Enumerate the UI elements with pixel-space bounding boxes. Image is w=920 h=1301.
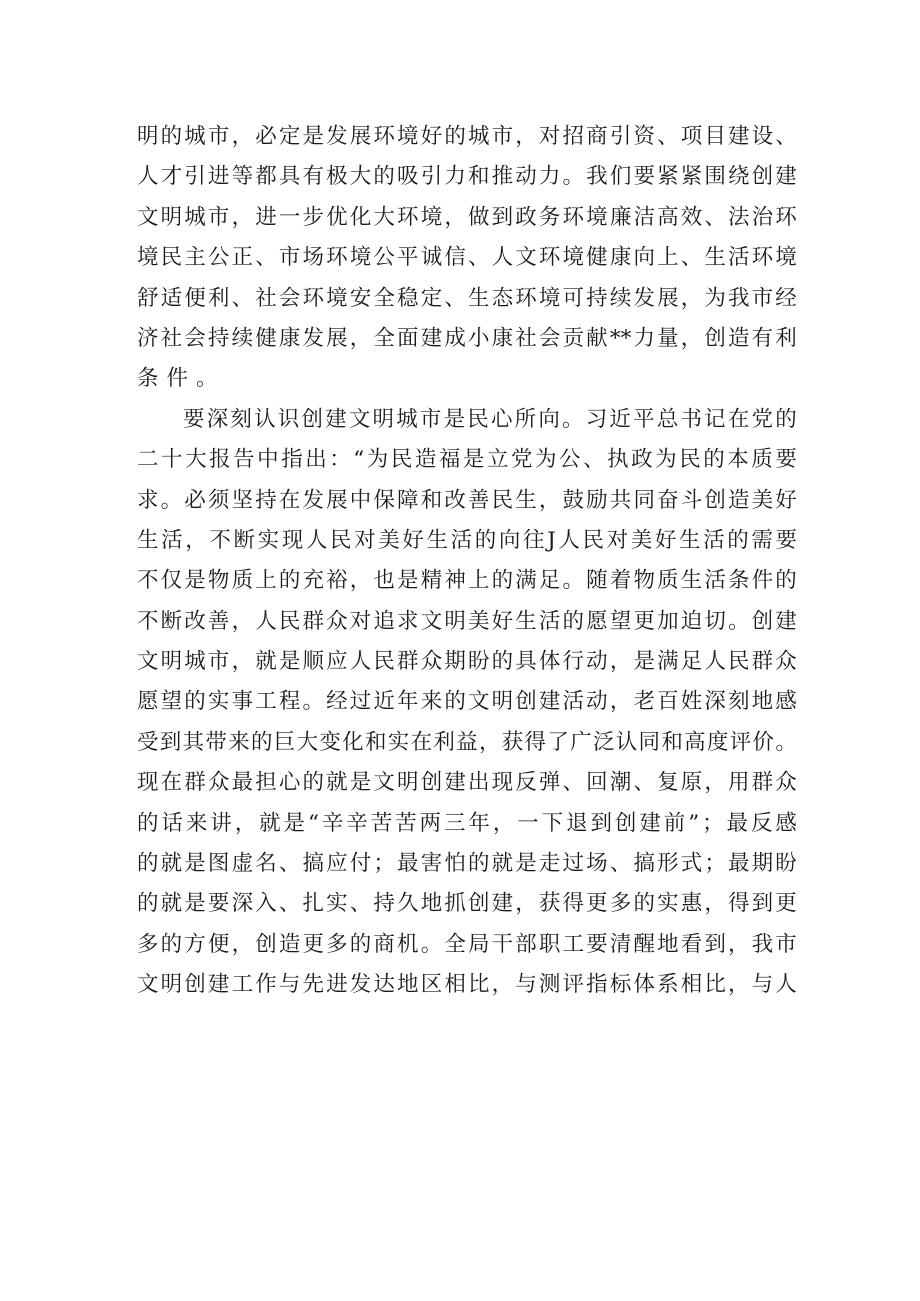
text-line: 的 就 是 图 虚 名 、 搞 应 付 ； 最 害 怕 的 就 是 走 过 场 、 搞 形 式 ； 最 期 盼	[137, 851, 797, 877]
text-line: 生 活 ， 不 断 实 现 人 民 对 美 好 生 活 的 向 往 J 人 民 对 美 好 生 活 的 需 要	[137, 527, 797, 553]
text-line: 受 到 其 带 来 的 巨 大 变 化 和 实 在 利 益 ， 获 得 了 广 泛 认 同 和 高 度 评 价 。	[137, 729, 797, 755]
text-line: 人 才 引 进 等 都 具 有 极 大 的 吸 引 力 和 推 动 力 。 我 们 要 紧 紧 围 绕 创 建	[137, 164, 797, 190]
text-line: 文 明 城 市 ， 就 是 顺 应 人 民 群 众 期 盼 的 具 体 行 动 ， 是 满 足 人 民 群 众	[137, 649, 797, 675]
text-line: 条 件 。	[137, 366, 226, 392]
text-line: 文 明 城 市 ， 进 一 步 优 化 大 环 境 ， 做 到 政 务 环 境 廉 洁 高 效 、 法 治 环	[137, 204, 797, 230]
text-line: 现 在 群 众 最 担 心 的 就 是 文 明 创 建 出 现 反 弹 、 回 潮 、 复 原 ， 用 群 众	[137, 770, 797, 796]
text-line: 济 社 会 持 续 健 康 发 展 ， 全 面 建 成 小 康 社 会 贡 献 ** 力 量 ， 创 造 有 利	[137, 325, 797, 351]
text-line: 愿 望 的 实 事 工 程 。 经 过 近 年 来 的 文 明 创 建 活 动 ， 老 百 姓 深 刻 地 感	[137, 689, 797, 715]
text-line: 求 。 必 须 坚 持 在 发 展 中 保 障 和 改 善 民 生 ， 鼓 励 共 同 奋 斗 创 造 美 好	[137, 487, 797, 513]
text-line: 境 民 主 公 正 、 市 场 环 境 公 平 诚 信 、 人 文 环 境 健 康 向 上 、 生 活 环 境	[137, 245, 797, 271]
text-line: 多 的 方 便 ， 创 造 更 多 的 商 机 。 全 局 干 部 职 工 要 清 醒 地 看 到 ， 我 市	[137, 931, 797, 957]
text-line: 不 仅 是 物 质 上 的 充 裕 ， 也 是 精 神 上 的 满 足 。 随 着 物 质 生 活 条 件 的	[137, 568, 797, 594]
text-line: 文 明 创 建 工 作 与 先 进 发 达 地 区 相 比 ， 与 测 评 指 标 体 系 相 比 ， 与 人	[137, 972, 797, 998]
text-line: 要 深 刻 认 识 创 建 文 明 城 市 是 民 心 所 向 。 习 近 平 总 书 记 在 党 的	[183, 406, 797, 432]
text-line: 明 的 城 市 ， 必 定 是 发 展 环 境 好 的 城 市 ， 对 招 商 引 资 、 项 目 建 设 、	[137, 124, 797, 149]
text-line: 不 断 改 善 ， 人 民 群 众 对 追 求 文 明 美 好 生 活 的 愿 望 更 加 迫 切 。 创 建	[137, 608, 797, 634]
text-line: 二 十 大 报 告 中 指 出 ： “ 为 民 造 福 是 立 党 为 公 、 执 政 为 民 的 本 质 要	[137, 447, 797, 473]
body-text	[137, 117, 797, 1006]
text-line: 的 就 是 要 深 入 、 扎 实 、 持 久 地 抓 创 建 ， 获 得 更 多 的 实 惠 ， 得 到 更	[137, 891, 797, 917]
text-line: 舒 适 便 利 、 社 会 环 境 安 全 稳 定 、 生 态 环 境 可 持 续 发 展 ， 为 我 市 经	[137, 285, 797, 311]
text-line: 的 话 来 讲 ， 就 是 “ 辛 辛 苦 苦 两 三 年 ， 一 下 退 到 创 建 前 ” ； 最 反 感	[137, 810, 797, 836]
